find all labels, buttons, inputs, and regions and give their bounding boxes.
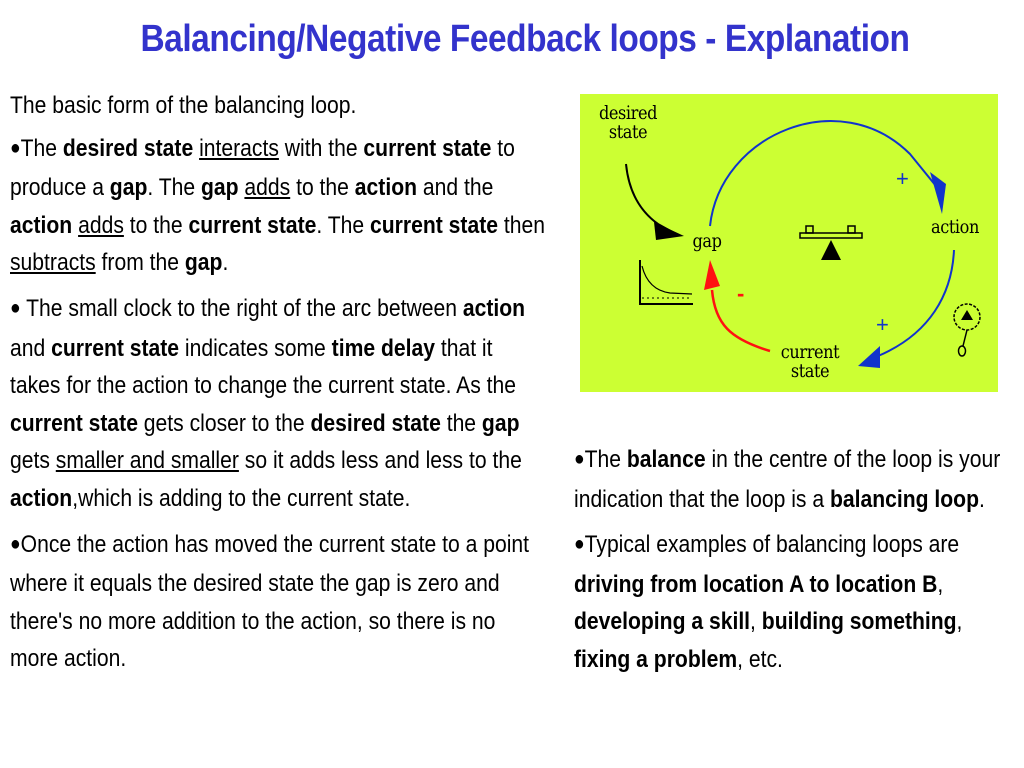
bullet-icon: ● xyxy=(10,296,21,319)
right-column xyxy=(574,441,1023,687)
bullet-icon: ● xyxy=(574,533,585,556)
arrowhead-action-current xyxy=(858,346,880,368)
arrowhead-current-gap xyxy=(704,260,720,290)
bullet-time-delay: ● The small clock to the right of the arc between action and current state indicates some time delay that it takes for the action to change the current state. As the current state gets closer to the desired state the gap gets smaller and smaller so it adds less and less to the action,which is adding to the current state. xyxy=(10,294,526,512)
node-action: action xyxy=(931,216,979,238)
bullet-typical-examples: ●Typical examples of balancing loops are driving from location A to location B, developing a skill, building something, fixing a problem, etc. xyxy=(574,531,963,673)
sign-gap-action: + xyxy=(896,166,909,191)
bullet-icon: ● xyxy=(10,136,21,159)
bullet-icon: ● xyxy=(574,448,585,470)
arrowhead-gap-action xyxy=(930,172,946,214)
node-desired-state: desired state xyxy=(598,102,657,143)
intro-text: The basic form of the balancing loop. xyxy=(10,92,357,119)
node-gap: gap xyxy=(692,230,722,252)
sign-current-gap: - xyxy=(737,281,745,306)
bullet-balance-indicator: ●The balance in the centre of the loop is your indication that the loop is a balancing loop. xyxy=(574,446,1001,513)
clock-delay-icon xyxy=(954,304,980,356)
decay-graph-icon xyxy=(640,260,693,304)
page-title: Balancing/Negative Feedback loops - Explanation xyxy=(140,18,910,60)
balancing-loop-diagram xyxy=(580,94,998,392)
bullet-icon: ● xyxy=(10,532,21,555)
bullet-desired-state: ●The desired state interacts with the current state to produce a gap. The gap adds to the action and the action adds to the current state. The current state then subtracts from the gap. xyxy=(10,134,545,277)
balance-icon xyxy=(800,226,862,260)
arrowhead-desired-gap xyxy=(654,222,684,240)
node-current-state: current state xyxy=(780,341,840,382)
left-column xyxy=(10,87,547,686)
sign-action-current: + xyxy=(876,312,889,337)
bullet-equilibrium: ●Once the action has moved the current state to a point where it equals the desired state the gap is zero and there's no more addition to the action, so there is no more action. xyxy=(10,530,530,673)
